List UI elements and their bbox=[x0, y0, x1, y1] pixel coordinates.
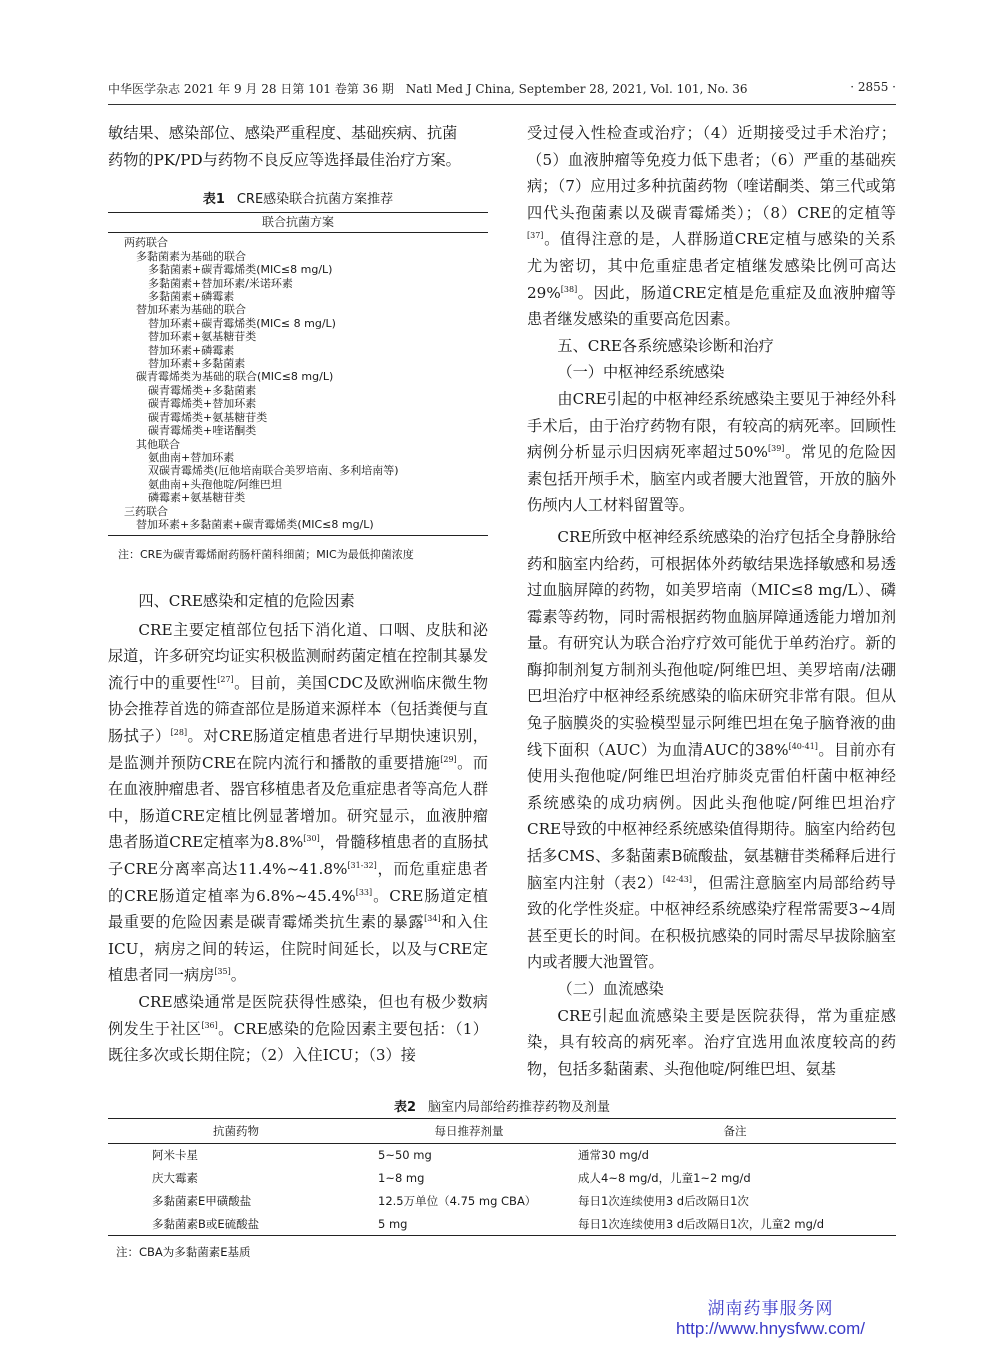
table1-body bbox=[108, 233, 488, 536]
left-column-lower bbox=[108, 588, 488, 1069]
table2-cell: 多黏菌素E甲磺酸盐 bbox=[152, 1194, 252, 1208]
running-header bbox=[108, 80, 896, 102]
paragraph: 由CRE引起的中枢神经系统感染主要见于神经外科手术后，由于治疗药物有限，有较高的病死率。回顾性病例分析显示归因病死率超过50%[39]。常见的危险因素包括开颅手术，脑室内或者腰大池置管，开放的脑外伤颅内人工材料留置等。 bbox=[527, 389, 897, 515]
table1-row: 多黏菌素为基础的联合 bbox=[136, 249, 246, 263]
table1-row: 多黏菌素+替加环素/米诺环素 bbox=[148, 276, 293, 290]
subsection-heading: （一）中枢神经系统感染 bbox=[557, 363, 725, 382]
page-number: · 2855 · bbox=[850, 80, 896, 94]
table2-cell: 1~8 mg bbox=[378, 1171, 425, 1185]
table1-row: 碳青霉烯类+喹诺酮类 bbox=[148, 424, 257, 438]
table1-row: 三药联合 bbox=[124, 504, 168, 518]
table2-header: 抗菌药物 bbox=[108, 1119, 364, 1144]
right-column bbox=[527, 120, 896, 1082]
body-line: 药物的PK/PD与药物不良反应等选择最佳治疗方案。 bbox=[108, 150, 461, 169]
table1-row: 碳青霉烯类+替加环素 bbox=[148, 397, 257, 411]
table2-cell: 通常30 mg/d bbox=[578, 1148, 649, 1163]
table1-caption bbox=[108, 188, 488, 207]
table2-header: 备注 bbox=[574, 1119, 896, 1144]
table1-row: 替加环素为基础的联合 bbox=[136, 303, 246, 317]
table2-row bbox=[108, 1190, 896, 1213]
table1-row: 多黏菌素+磷霉素 bbox=[148, 290, 235, 304]
table2-cell: 阿米卡星 bbox=[152, 1148, 198, 1163]
table2-row bbox=[108, 1144, 896, 1167]
table1-row: 替加环素+氨基糖苷类 bbox=[148, 330, 257, 344]
table1-row: 其他联合 bbox=[136, 437, 180, 451]
table1-row: 碳青霉烯类+多黏菌素 bbox=[148, 383, 257, 397]
table1-title: CRE感染联合抗菌方案推荐 bbox=[236, 192, 394, 207]
table1-row: 双碳青霉烯类(厄他培南联合美罗培南、多利培南等) bbox=[148, 464, 399, 478]
table1-row: 替加环素+磷霉素 bbox=[148, 343, 235, 357]
watermark-site-name: 湖南药事服务网 bbox=[707, 1299, 834, 1318]
journal-citation: 中华医学杂志 2021 年 9 月 28 日第 101 卷第 36 期 Natl Med J China, September 28, 2021, Vol. 101, No. 36 bbox=[108, 82, 748, 96]
table1-row: 替加环素+多黏菌素+碳青霉烯类(MIC≤8 mg/L) bbox=[136, 517, 374, 531]
table1-row: 替加环素+碳青霉烯类(MIC≤ 8 mg/L) bbox=[148, 316, 336, 330]
table1-row: 磷霉素+氨基糖苷类 bbox=[148, 491, 246, 505]
table1-row: 碳青霉烯类为基础的联合(MIC≤8 mg/L) bbox=[136, 370, 334, 384]
table1-row: 两药联合 bbox=[124, 236, 168, 250]
paragraph: CRE主要定植部位包括下消化道、口咽、皮肤和泌尿道，许多研究均证实积极监测耐药菌定植在控制其暴发流行中的重要性[27]。目前，美国CDC及欧洲临床微生物协会推荐首选的筛查部位是肠道来源样本（包括粪便与直肠拭子）[28]。对CRE肠道定植患者进行早期快速识别，是监测并预防CRE在院内流行和播散的重要措施[29]。而在血液肿瘤患者、器官移植患者及危重症患者等高危人群中，肠道CRE定植比例显著增加。研究显示，血液肿瘤患者肠道CRE定植率为8.8%[30]，骨髓移植患者的直肠拭子CRE分离率高达11.4%~41.8%[31-32]，而危重症患者的CRE肠道定植率为6.8%~45.4%[33]。CRE肠道定植最重要的危险因素是碳青霉烯类抗生素的暴露[34]和入住ICU，病房之间的转运，住院时间延长，以及与CRE定植患者同一病房[35]。 bbox=[108, 620, 489, 985]
table2-header: 每日推荐剂量 bbox=[364, 1119, 574, 1144]
table2-cell: 庆大霉素 bbox=[152, 1171, 198, 1185]
table1-row: 碳青霉烯类+氨基糖苷类 bbox=[148, 410, 268, 424]
table2-cell: 每日1次连续使用3 d后改隔日1次，儿童2 mg/d bbox=[574, 1213, 896, 1236]
table2-note: 注：CBA为多黏菌素E基质 bbox=[116, 1245, 251, 1259]
table2 bbox=[108, 1118, 896, 1236]
section5-heading: 五、CRE各系统感染诊断和治疗 bbox=[557, 336, 774, 355]
table2-cell: 成人4~8 mg/d，儿童1~2 mg/d bbox=[578, 1171, 751, 1185]
subsection-heading: （二）血流感染 bbox=[557, 980, 664, 998]
table1-row: 氨曲南+头孢他啶/阿维巴坦 bbox=[148, 477, 282, 491]
paragraph: CRE感染通常是医院获得性感染，但也有极少数病例发生于社区[36]。CRE感染的危险因素主要包括：（1）既往多次或长期住院；（2）入住ICU；（3）接 bbox=[108, 992, 488, 1065]
table1 bbox=[108, 212, 488, 536]
left-column bbox=[108, 120, 488, 173]
table1-row: 替加环素+多黏菌素 bbox=[148, 357, 246, 371]
table1-row: 多黏菌素+碳青霉烯类(MIC≤8 mg/L) bbox=[148, 263, 333, 277]
body-line: 敏结果、感染部位、感染严重程度、基础疾病、抗菌 bbox=[108, 124, 458, 142]
table1-row: 氨曲南+替加环素 bbox=[148, 450, 235, 464]
table2-cell: 12.5万单位（4.75 mg CBA） bbox=[378, 1194, 537, 1208]
table2-label: 表2 bbox=[393, 1100, 417, 1115]
header-rule bbox=[108, 104, 896, 105]
watermark-url: http://www.hnysfww.com/ bbox=[676, 1319, 865, 1338]
table1-label: 表1 bbox=[202, 192, 225, 207]
table2-cell: 5 mg bbox=[364, 1213, 574, 1236]
table2-cell: 5~50 mg bbox=[378, 1148, 432, 1163]
table1-column-header: 联合抗菌方案 bbox=[108, 213, 488, 233]
table2-cell: 每日1次连续使用3 d后改隔日1次 bbox=[578, 1194, 749, 1208]
table1-note: 注：CRE为碳青霉烯耐药肠杆菌科细菌；MIC为最低抑菌浓度 bbox=[118, 548, 414, 561]
table2-cell: 多黏菌素B或E硫酸盐 bbox=[108, 1213, 364, 1236]
table2-row bbox=[108, 1167, 896, 1190]
paragraph: CRE所致中枢神经系统感染的治疗包括全身静脉给药和脑室内给药，可根据体外药敏结果选择敏感和易透过血脑屏障的药物，如美罗培南（MIC≤8 mg/L）、磷霉素等药物，同时需根据药物血脑屏障通透能力增加剂量。有研究认为联合治疗疗效可能优于单药治疗。新的酶抑制剂复方制剂头孢他啶/阿维巴坦、美罗培南/法硼巴坦治疗中枢神经系统感染的临床研究非常有限。但从兔子脑膜炎的实验模型显示阿维巴坦在兔子脑脊液的曲线下面积（AUC）为血清AUC的38%[40-41]。目前亦有使用头孢他啶/阿维巴坦治疗肺炎克雷伯杆菌中枢神经系统感染的成功病例。因此头孢他啶/阿维巴坦治疗CRE导致的中枢神经系统感染值得期待。脑室内给药包括多CMS、多黏菌素B硫酸盐，氨基糖苷类稀释后进行脑室内注射（表2）[42-43]，但需注意脑室内局部给药导致的化学性炎症。中枢神经系统感染疗程常需要3~4周甚至更长的时间。在积极抗感染的同时需尽早拔除脑室内或者腰大池置管。 bbox=[527, 527, 896, 972]
section4-heading: 四、CRE感染和定植的危险因素 bbox=[138, 592, 355, 610]
table2-title: 脑室内局部给药推荐药物及剂量 bbox=[428, 1100, 611, 1115]
paragraph: CRE引起血流感染主要是医院获得，常为重症感染，具有较高的病死率。治疗宜选用血浓度较高的药物，包括多黏菌素、头孢他啶/阿维巴坦、氨基 bbox=[527, 1006, 896, 1078]
table2-caption bbox=[108, 1096, 896, 1115]
paragraph: 受过侵入性检查或治疗；（4）近期接受过手术治疗；（5）血液肿瘤等免疫力低下患者；（6）严重的基础疾病；（7）应用过多种抗菌药物（喹诺酮类、第三代或第四代头孢菌素以及碳青霉烯类）；（8）CRE的定植等[37]。值得注意的是，人群肠道CRE定植与感染的关系尤为密切，其中危重症患者定植继发感染比例可高达29%[38]。因此，肠道CRE定植是危重症及血液肿瘤等患者继发感染的重要高危因素。 bbox=[527, 124, 896, 329]
table2-row bbox=[108, 1213, 896, 1236]
watermark bbox=[676, 1294, 865, 1339]
